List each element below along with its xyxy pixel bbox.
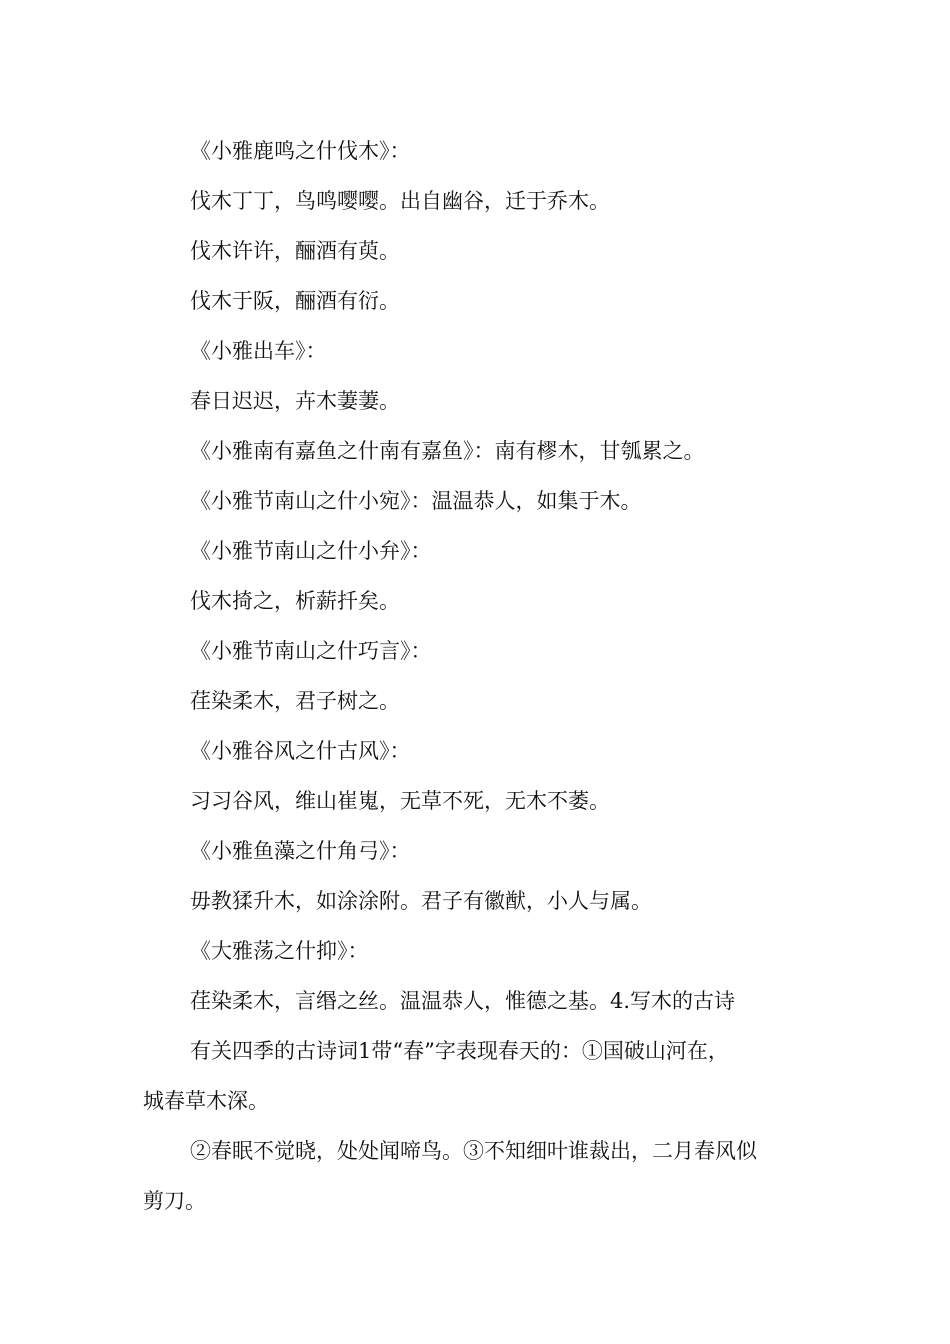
- paragraph-line: ②春眠不觉晓，处处闻啼鸟。③不知细叶谁裁出，二月春风似: [190, 1139, 757, 1163]
- poem-title: 《小雅鹿鸣之什伐木》：: [190, 139, 411, 163]
- poem-title: 《小雅节南山之什小弁》：: [190, 539, 432, 563]
- poem-line: 荏染柔木，君子树之。: [190, 689, 400, 713]
- poem-title: 《小雅鱼藻之什角弓》：: [190, 839, 411, 863]
- poem-title: 《小雅节南山之什巧言》：: [190, 639, 432, 663]
- poem-line: 习习谷风，维山崔嵬，无草不死，无木不萎。: [190, 789, 610, 813]
- poem-line: 伐木丁丁，鸟鸣嘤嘤。出自幽谷，迁于乔木。: [190, 189, 610, 213]
- poem-title: 《大雅荡之什抑》：: [190, 939, 369, 963]
- paragraph-line: 有关四季的古诗词1带“春”字表现春天的：①国破山河在，: [190, 1039, 729, 1063]
- poem-line: 春日迟迟，卉木萋萋。: [190, 389, 400, 413]
- poem-line: 荏染柔木，言缗之丝。温温恭人，惟德之基。4.写木的古诗: [190, 989, 736, 1013]
- paragraph-line: 城春草木深。: [143, 1089, 269, 1113]
- poem-line: 伐木于阪，酾酒有衍。: [190, 289, 400, 313]
- paragraph-line: 剪刀。: [143, 1189, 206, 1213]
- poem-line: 伐木掎之，析薪扦矣。: [190, 589, 400, 613]
- poem-title: 《小雅出车》：: [190, 339, 327, 363]
- poem-title: 《小雅谷风之什古风》：: [190, 739, 411, 763]
- poem-title-with-line: 《小雅节南山之什小宛》：温温恭人，如集于木。: [190, 489, 642, 513]
- poem-line: 毋教猱升木，如涂涂附。君子有徽猷，小人与属。: [190, 889, 652, 913]
- poem-line: 伐木许许，酾酒有萸。: [190, 239, 400, 263]
- poem-title-with-line: 《小雅南有嘉鱼之什南有嘉鱼》：南有樛木，甘瓠累之。: [190, 439, 705, 463]
